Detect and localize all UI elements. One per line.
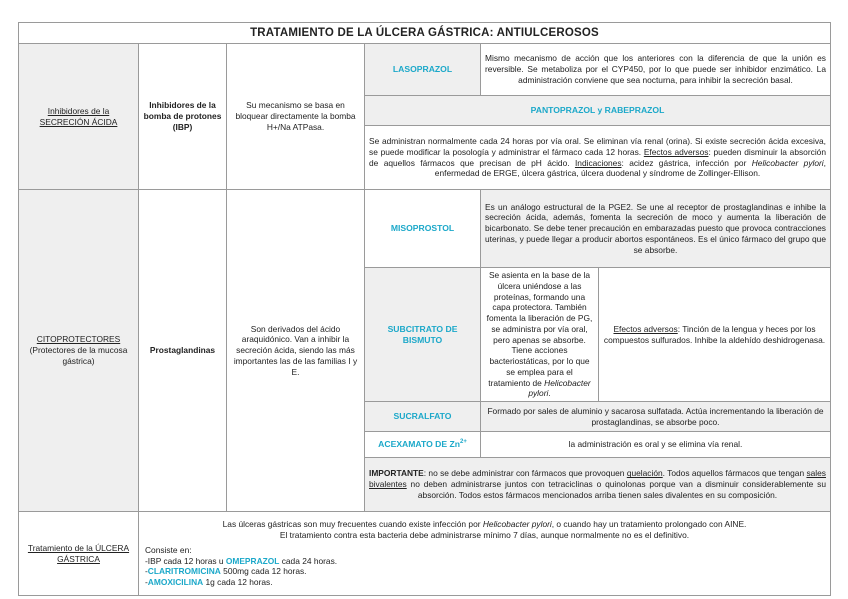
item2b: CLARITROMICINA (147, 566, 221, 577)
section-label-text: Inhibidores de la SECRECIÓN ÁCIDA (39, 105, 118, 127)
prostaglandinas-subtype: Prostaglandinas (139, 190, 227, 512)
bismuto-bacteria: Helicobacter pylori (528, 377, 591, 399)
tratamiento-intro1 (145, 519, 824, 530)
important-note (365, 458, 831, 512)
drug-bismuto-desc (481, 268, 599, 402)
important-u1: quelación (626, 468, 663, 479)
ibp-mechanism: Su mecanismo se basa en bloquear directamente la bomba H+/Na ATPasa. (227, 44, 365, 190)
drug-acexamato-name (365, 432, 481, 458)
antiulcer-table (18, 22, 831, 596)
ibp-indications-bacteria: Helicobacter pylori (751, 157, 824, 168)
tratamiento-item1 (145, 556, 824, 567)
drug-sucralfato-desc: Formado por sales de aluminio y sacarosa sulfatada. Actúa incrementando la liberación de prostaglandinas, se absorbe poco. (481, 402, 831, 432)
ibp-indications-label: Indicaciones (574, 157, 622, 168)
intro1b: Helicobacter pylori (482, 519, 552, 530)
tratamiento-consists: Consiste en: (145, 544, 192, 555)
drug-sucralfato-name: SUCRALFATO (365, 402, 481, 432)
section2-label-text: CITOPROTECTORES (36, 334, 121, 345)
bismuto-effects-label: Efectos adversos (613, 323, 678, 334)
ibp-effects-label: Efectos adversos (643, 146, 709, 157)
ibp-notes (365, 126, 831, 190)
bismuto-desc2: . (548, 388, 551, 399)
ibp-indications-text2: , enfermedad de ERGE, úlcera gástrica, úlcera duodenal y síndrome de Zollinger-Ellison. (434, 157, 826, 179)
tratamiento-content (139, 512, 831, 596)
ibp-subtype: Inhibidores de la bomba de protones (IBP) (139, 44, 227, 190)
bismuto-effects-text: : Tinción de la lengua y heces por los compuestos sulfurados. Inhibe la aldehído deshidrogenasa. (603, 323, 826, 345)
item2a: - (145, 566, 148, 577)
item3c: 1g cada 12 horas. (203, 577, 273, 587)
drug-bismuto-name: SUBCITRATO DE BISMUTO (365, 268, 481, 402)
important-u2: sales bivalentes (369, 468, 826, 490)
section3-label-text: Tratamiento de la ÚLCERA GÁSTRICA (27, 542, 130, 564)
important-t1: : no se debe administrar con fármacos que provoquen (423, 468, 627, 479)
acexamato-name-text: ACEXAMATO DE Zn (378, 439, 460, 449)
item1b: OMEPRAZOL (225, 555, 280, 566)
important-t3: no deben administrarse juntos con tetraciclinas o quinolonas porque van a disminuir considerablemente su absorción. Todos estos fármacos mencionados arriba tienen sales divalentes en su composición. (406, 479, 826, 500)
tratamiento-item2 (145, 566, 824, 577)
intro1c: , o cuando hay un tratamiento prolongado con AINE. (551, 519, 747, 530)
acexamato-sup: 2+ (459, 439, 467, 446)
item3a: - (145, 577, 148, 587)
tratamiento-intro2: El tratamiento contra esta bacteria debe administrarse mínimo 7 días, aunque normalmente no es el definitivo. (279, 530, 690, 540)
ibp-indications-text1: : acidez gástrica, infección por (621, 157, 752, 168)
item1a: -IBP cada 12 horas u (145, 555, 226, 566)
prostaglandinas-mechanism: Son derivados del ácido araquidónico. Van a inhibir la secreción ácida, siendo las más importantes las de las familias I y E. (227, 190, 365, 512)
page-title: TRATAMIENTO DE LA ÚLCERA GÁSTRICA: ANTIULCEROSOS (19, 23, 831, 44)
drug-misoprostol-name: MISOPROSTOL (365, 190, 481, 268)
ibp-notes-line1: Se administran normalmente cada 24 horas por vía oral. Se eliminan vía renal (orina). Si existe secreción ácida excesiva, se puede modificar la posología y administrar el fármaco cada 12 horas. (369, 136, 826, 157)
bismuto-desc1: Se asienta en la base de la úlcera uniéndose a las proteínas, formando una capa protectora. También fomenta la liberación de PG, se administra por vía oral, pero apenas se absorbe. Tiene acciones bacteriostáticas, por lo que se emplea para el tratamiento de (486, 270, 593, 388)
ibp-effects-text: : pueden disminuir la absorción de aquellos fármacos que precisan de pH ácido. (369, 146, 826, 168)
intro1a: Las úlceras gástricas son muy frecuentes cuando existe infección por (222, 519, 483, 530)
drug-bismuto-effects (599, 268, 831, 402)
section-citoprotectores-label (19, 190, 139, 512)
item3b: AMOXICILINA (147, 577, 204, 587)
item1c: cada 24 horas. (279, 555, 338, 566)
drug-acexamato-desc: la administración es oral y se elimina vía renal. (481, 432, 831, 458)
item2c: 500mg cada 12 horas. (220, 566, 307, 577)
drug-misoprostol-desc: Es un análogo estructural de la PGE2. Se une al receptor de prostaglandinas e inhibe la secreción ácida, además, fomenta la secreción de moco y aumenta la liberación de bicarbonato. Se debe tener precaución en embarazadas puesto que provoca contracciones uterinas, y puede llegar a producir abortos espontáneos. Es el único fármaco del grupo que se absorbe. (481, 190, 831, 268)
drug-pantoprazol-name: PANTOPRAZOL y RABEPRAZOL (365, 96, 831, 126)
important-label: IMPORTANTE (369, 468, 424, 479)
section-inhibidores-label (19, 44, 139, 190)
section2-sublabel: (Protectores de la mucosa gástrica) (29, 345, 128, 366)
tratamiento-item3 (145, 577, 824, 588)
drug-lasoprazol-desc: Mismo mecanismo de acción que los anteriores con la diferencia de que la unión es reversible. Se metaboliza por el CYP450, por lo que puede ser inhibidor enzimático. La administración conviene que sea nocturna, para inhibir la secreción basal. (481, 44, 831, 96)
section-tratamiento-label (19, 512, 139, 596)
important-t2: . Todos aquellos fármacos que tengan (662, 468, 807, 479)
drug-lasoprazol-name: LASOPRAZOL (365, 44, 481, 96)
